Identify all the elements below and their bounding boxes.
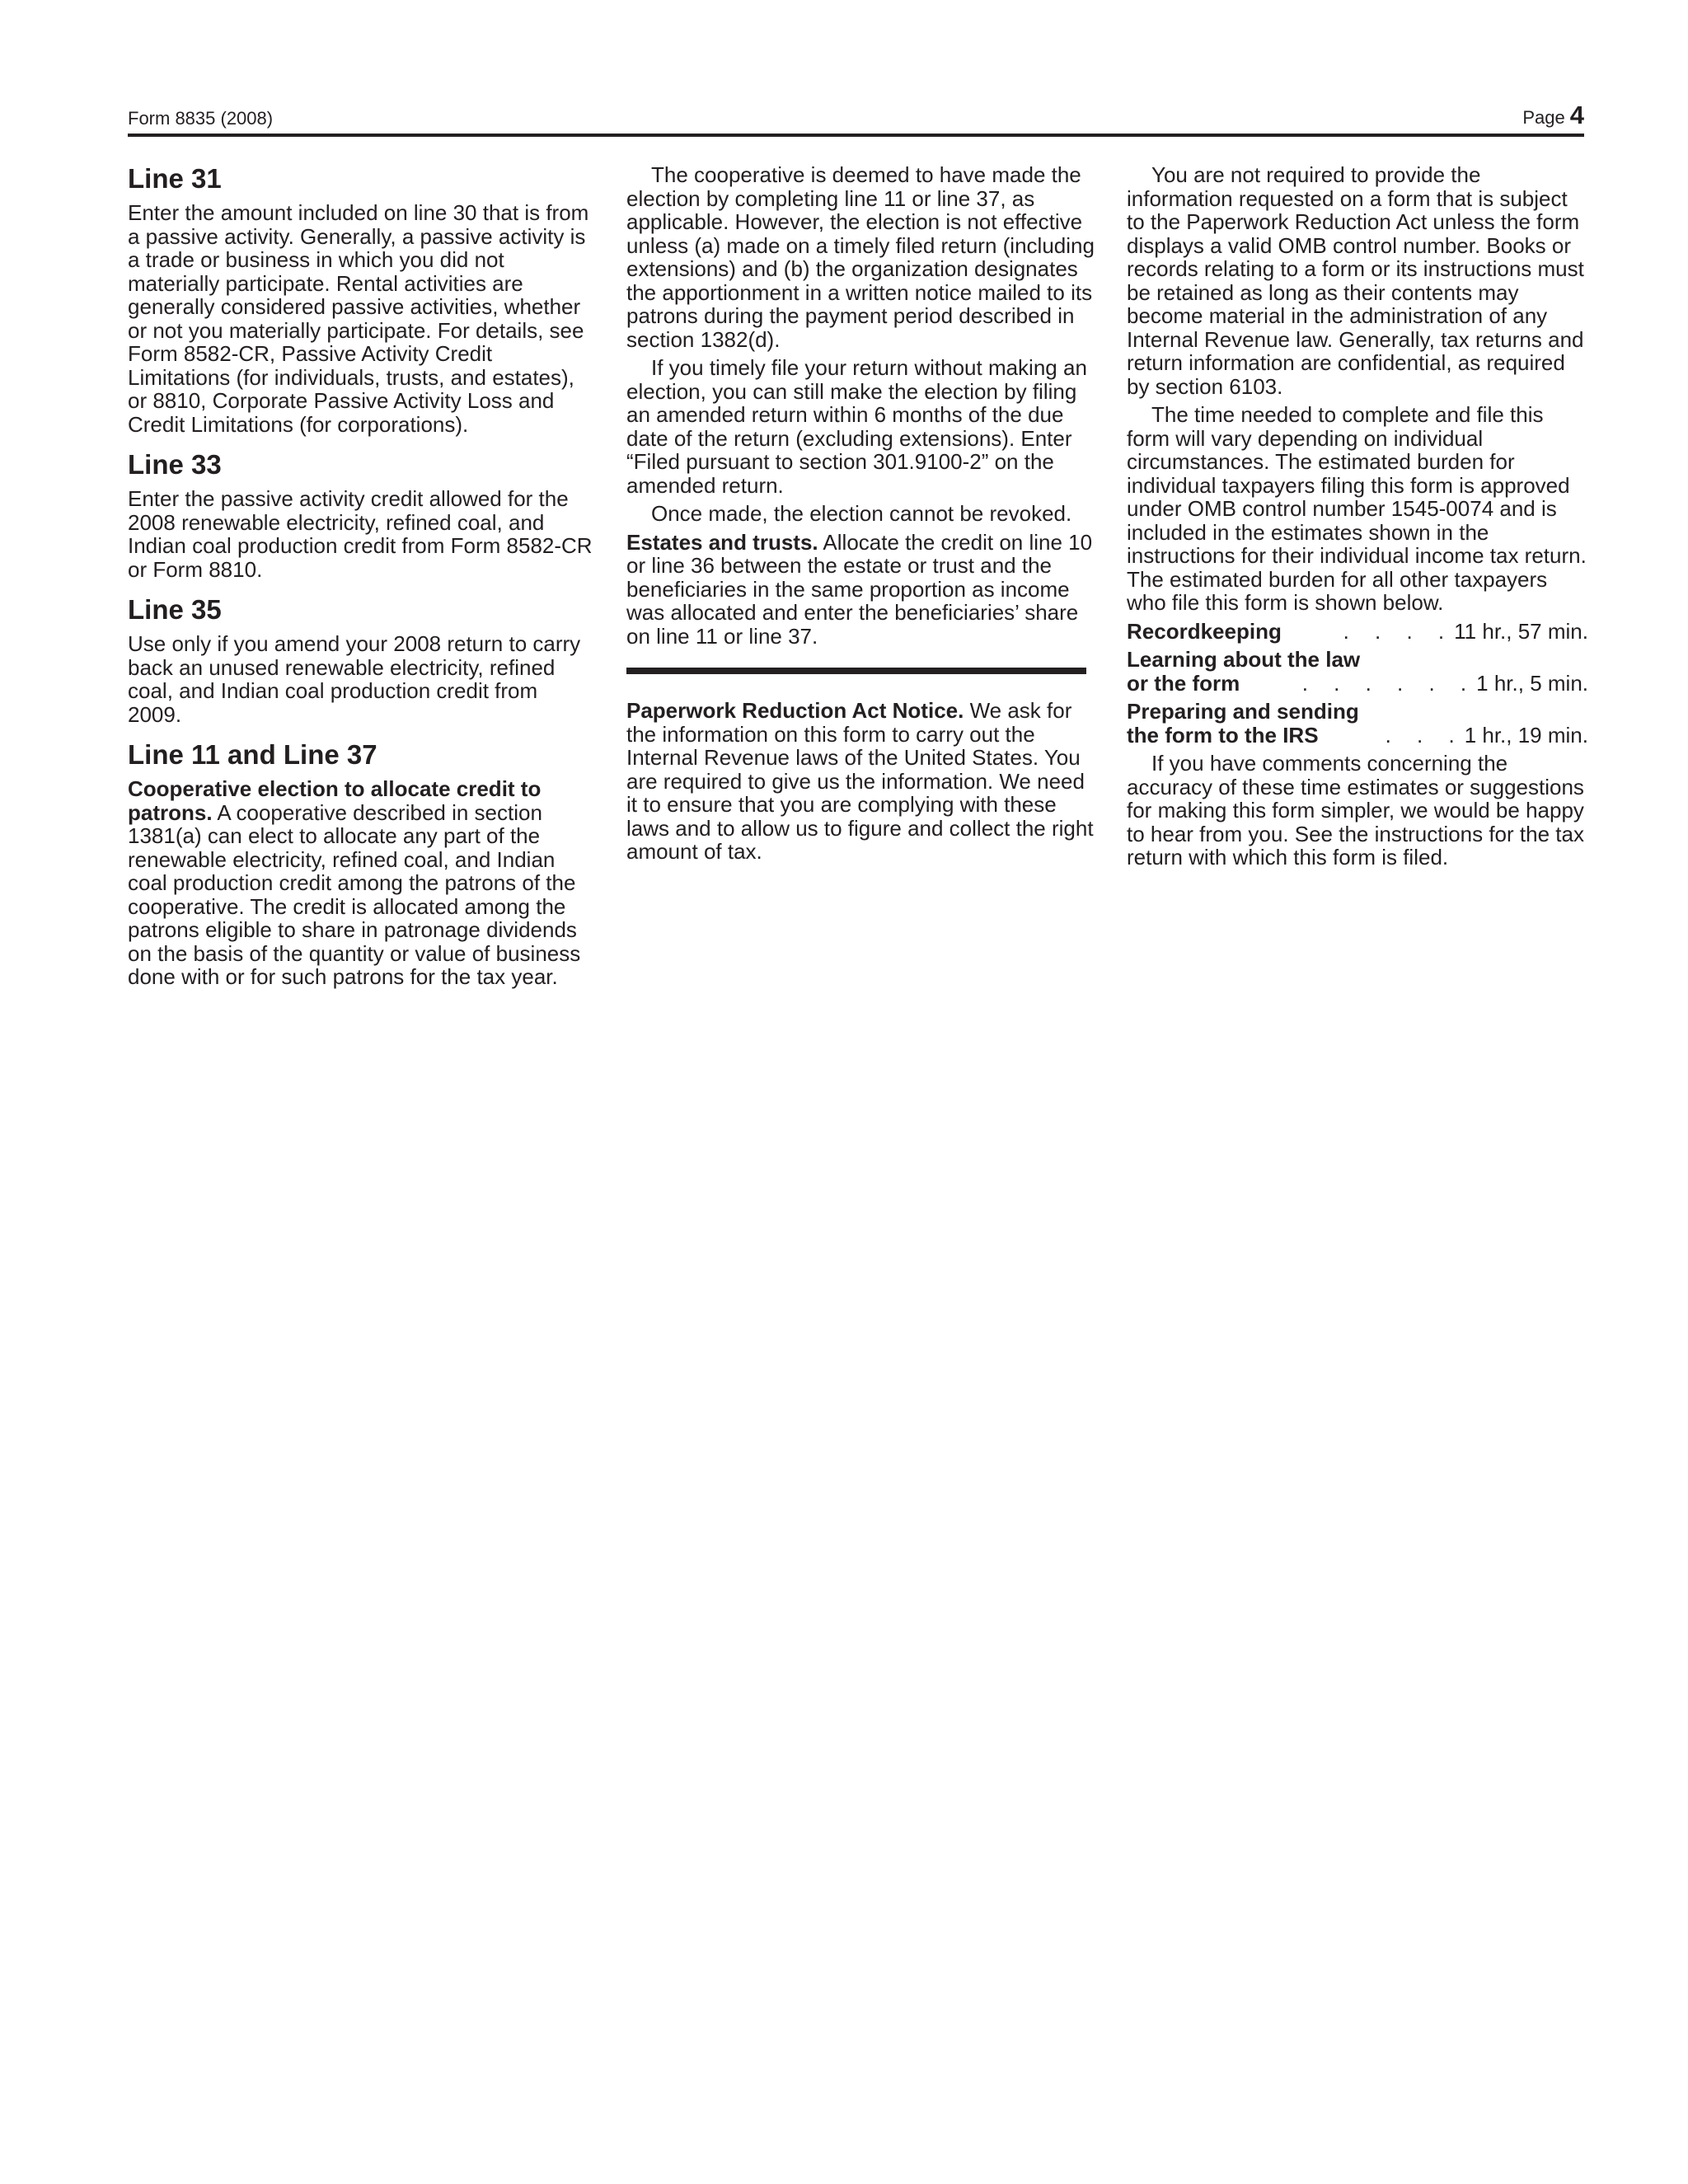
cooperative-deemed-paragraph: The cooperative is deemed to have made the election by completing line 11 or line 37, as applicable. However, the election is not effective unless (a) made on a timely filed return (including extensions) and (b) the organization designates the apportionment in a written notice mailed to its patrons during the payment period described in section 1382(d). (626, 162, 1095, 352)
burden-recordkeeping-time: 11 hr., 57 min. (1454, 618, 1588, 644)
column-3 (1127, 163, 1588, 874)
election-irrevocable-paragraph: Once made, the election cannot be revoked. (651, 501, 1072, 526)
leader-dots: . . . . . . (1301, 670, 1477, 696)
cooperative-election-lead: Cooperative election to allocate credit to patrons. (128, 776, 542, 825)
line-31-text: Enter the amount included on line 30 that is from a passive activity. Generally, a passive activity is a trade or business in which you did not materially participate. Rental activities are generally considered passive activities, whether or not you materially participate. For details, see Form 8582-CR, Passive Activity Credit Limitations (for individuals, trusts, and estates), or 8810, Corporate Passive Activity Loss and Credit Limitations (for corporations). (128, 200, 589, 437)
burden-learning-row (1127, 648, 1588, 695)
column-2 (626, 163, 1096, 869)
burden-preparing-label-1: Preparing and sending (1127, 699, 1359, 724)
paperwork-reduction-text: We ask for the information on this form to carry out the Internal Revenue laws of the United States. You are required to give us the information. We need it to ensure that you are complying with these laws and to allow us to figure and collect the right amount of tax. (626, 698, 1094, 864)
burden-learning-label-1: Learning about the law (1127, 647, 1361, 672)
leader-dots: . . . . (1343, 618, 1455, 644)
leader-dots: . . . (1385, 722, 1465, 748)
paperwork-reduction-lead: Paperwork Reduction Act Notice. (626, 698, 964, 723)
burden-preparing-row (1127, 700, 1588, 747)
section-divider (626, 668, 1086, 674)
form-identifier: Form 8835 (2008) (128, 108, 274, 129)
burden-recordkeeping-label: Recordkeeping (1127, 618, 1282, 644)
line-31-heading: Line 31 (128, 163, 222, 194)
page-number-value: 4 (1569, 101, 1584, 129)
omb-notice-paragraph: You are not required to provide the information requested on a form that is subject to the Paperwork Reduction Act unless the form displays a valid OMB control number. Books or records relating to a form or its instructions must be retained as long as their contents may become material in the administration of any Internal Revenue law. Generally, tax returns and return information are confidential, as required by section 6103. (1127, 162, 1584, 399)
line-35-heading: Line 35 (128, 594, 222, 625)
page-header (128, 101, 1584, 137)
estates-trusts-paragraph (626, 531, 1096, 649)
line-33-heading: Line 33 (128, 449, 222, 480)
comments-paragraph: If you have comments concerning the accuracy of these time estimates or suggestions for making this form simpler, we would be happy to hear from you. See the instructions for the tax return with which this form is filed. (1127, 751, 1584, 869)
burden-recordkeeping-row (1127, 620, 1588, 644)
cooperative-election-paragraph (128, 777, 596, 989)
estates-trusts-text: Allocate the credit on line 10 or line 36 between the estate or trust and the beneficiaries in the same proportion as income was allocated and enter the beneficiaries’ share on line 11 or line 37. (626, 529, 1093, 649)
line-11-37-heading: Line 11 and Line 37 (128, 739, 377, 770)
burden-learning-time: 1 hr., 5 min. (1476, 670, 1588, 696)
page-number (1522, 101, 1584, 130)
amended-return-paragraph: If you timely file your return without making an election, you can still make the election by filing an amended return within 6 months of the due date of the return (excluding extensions). Enter “Filed pursuant to section 301.9100-2” on the amended return. (626, 355, 1087, 498)
cooperative-election-text: A cooperative described in section 1381(a) can elect to allocate any part of the renewable electricity, refined coal, and Indian coal production credit among the patrons of the cooperative. The credit is allocated among the patrons eligible to share in patronage dividends on the basis of the quantity or value of business done with or for such patrons for the tax year. (128, 799, 581, 989)
paperwork-reduction-paragraph (626, 699, 1096, 864)
estates-trusts-lead: Estates and trusts. (626, 529, 818, 555)
line-35-text: Use only if you amend your 2008 return to carry back an unused renewable electricity, refined coal, and Indian coal production credit from 2009. (128, 631, 581, 727)
line-33-text: Enter the passive activity credit allowed for the 2008 renewable electricity, refined coal, and Indian coal production credit from Form 8582-CR or Form 8810. (128, 486, 593, 582)
burden-learning-label-2: or the form (1127, 670, 1240, 696)
burden-preparing-label-2: the form to the IRS (1127, 722, 1319, 748)
burden-preparing-time: 1 hr., 19 min. (1464, 722, 1588, 748)
burden-intro-paragraph: The time needed to complete and file this form will vary depending on individual circumstances. The estimated burden for individual taxpayers filing this form is approved under OMB control number 1545-0074 and is included in the estimates shown in the instructions for their individual income tax return. The estimated burden for all other taxpayers who file this form is shown below. (1127, 402, 1587, 615)
column-1 (128, 163, 596, 994)
page-label: Page (1522, 107, 1565, 128)
